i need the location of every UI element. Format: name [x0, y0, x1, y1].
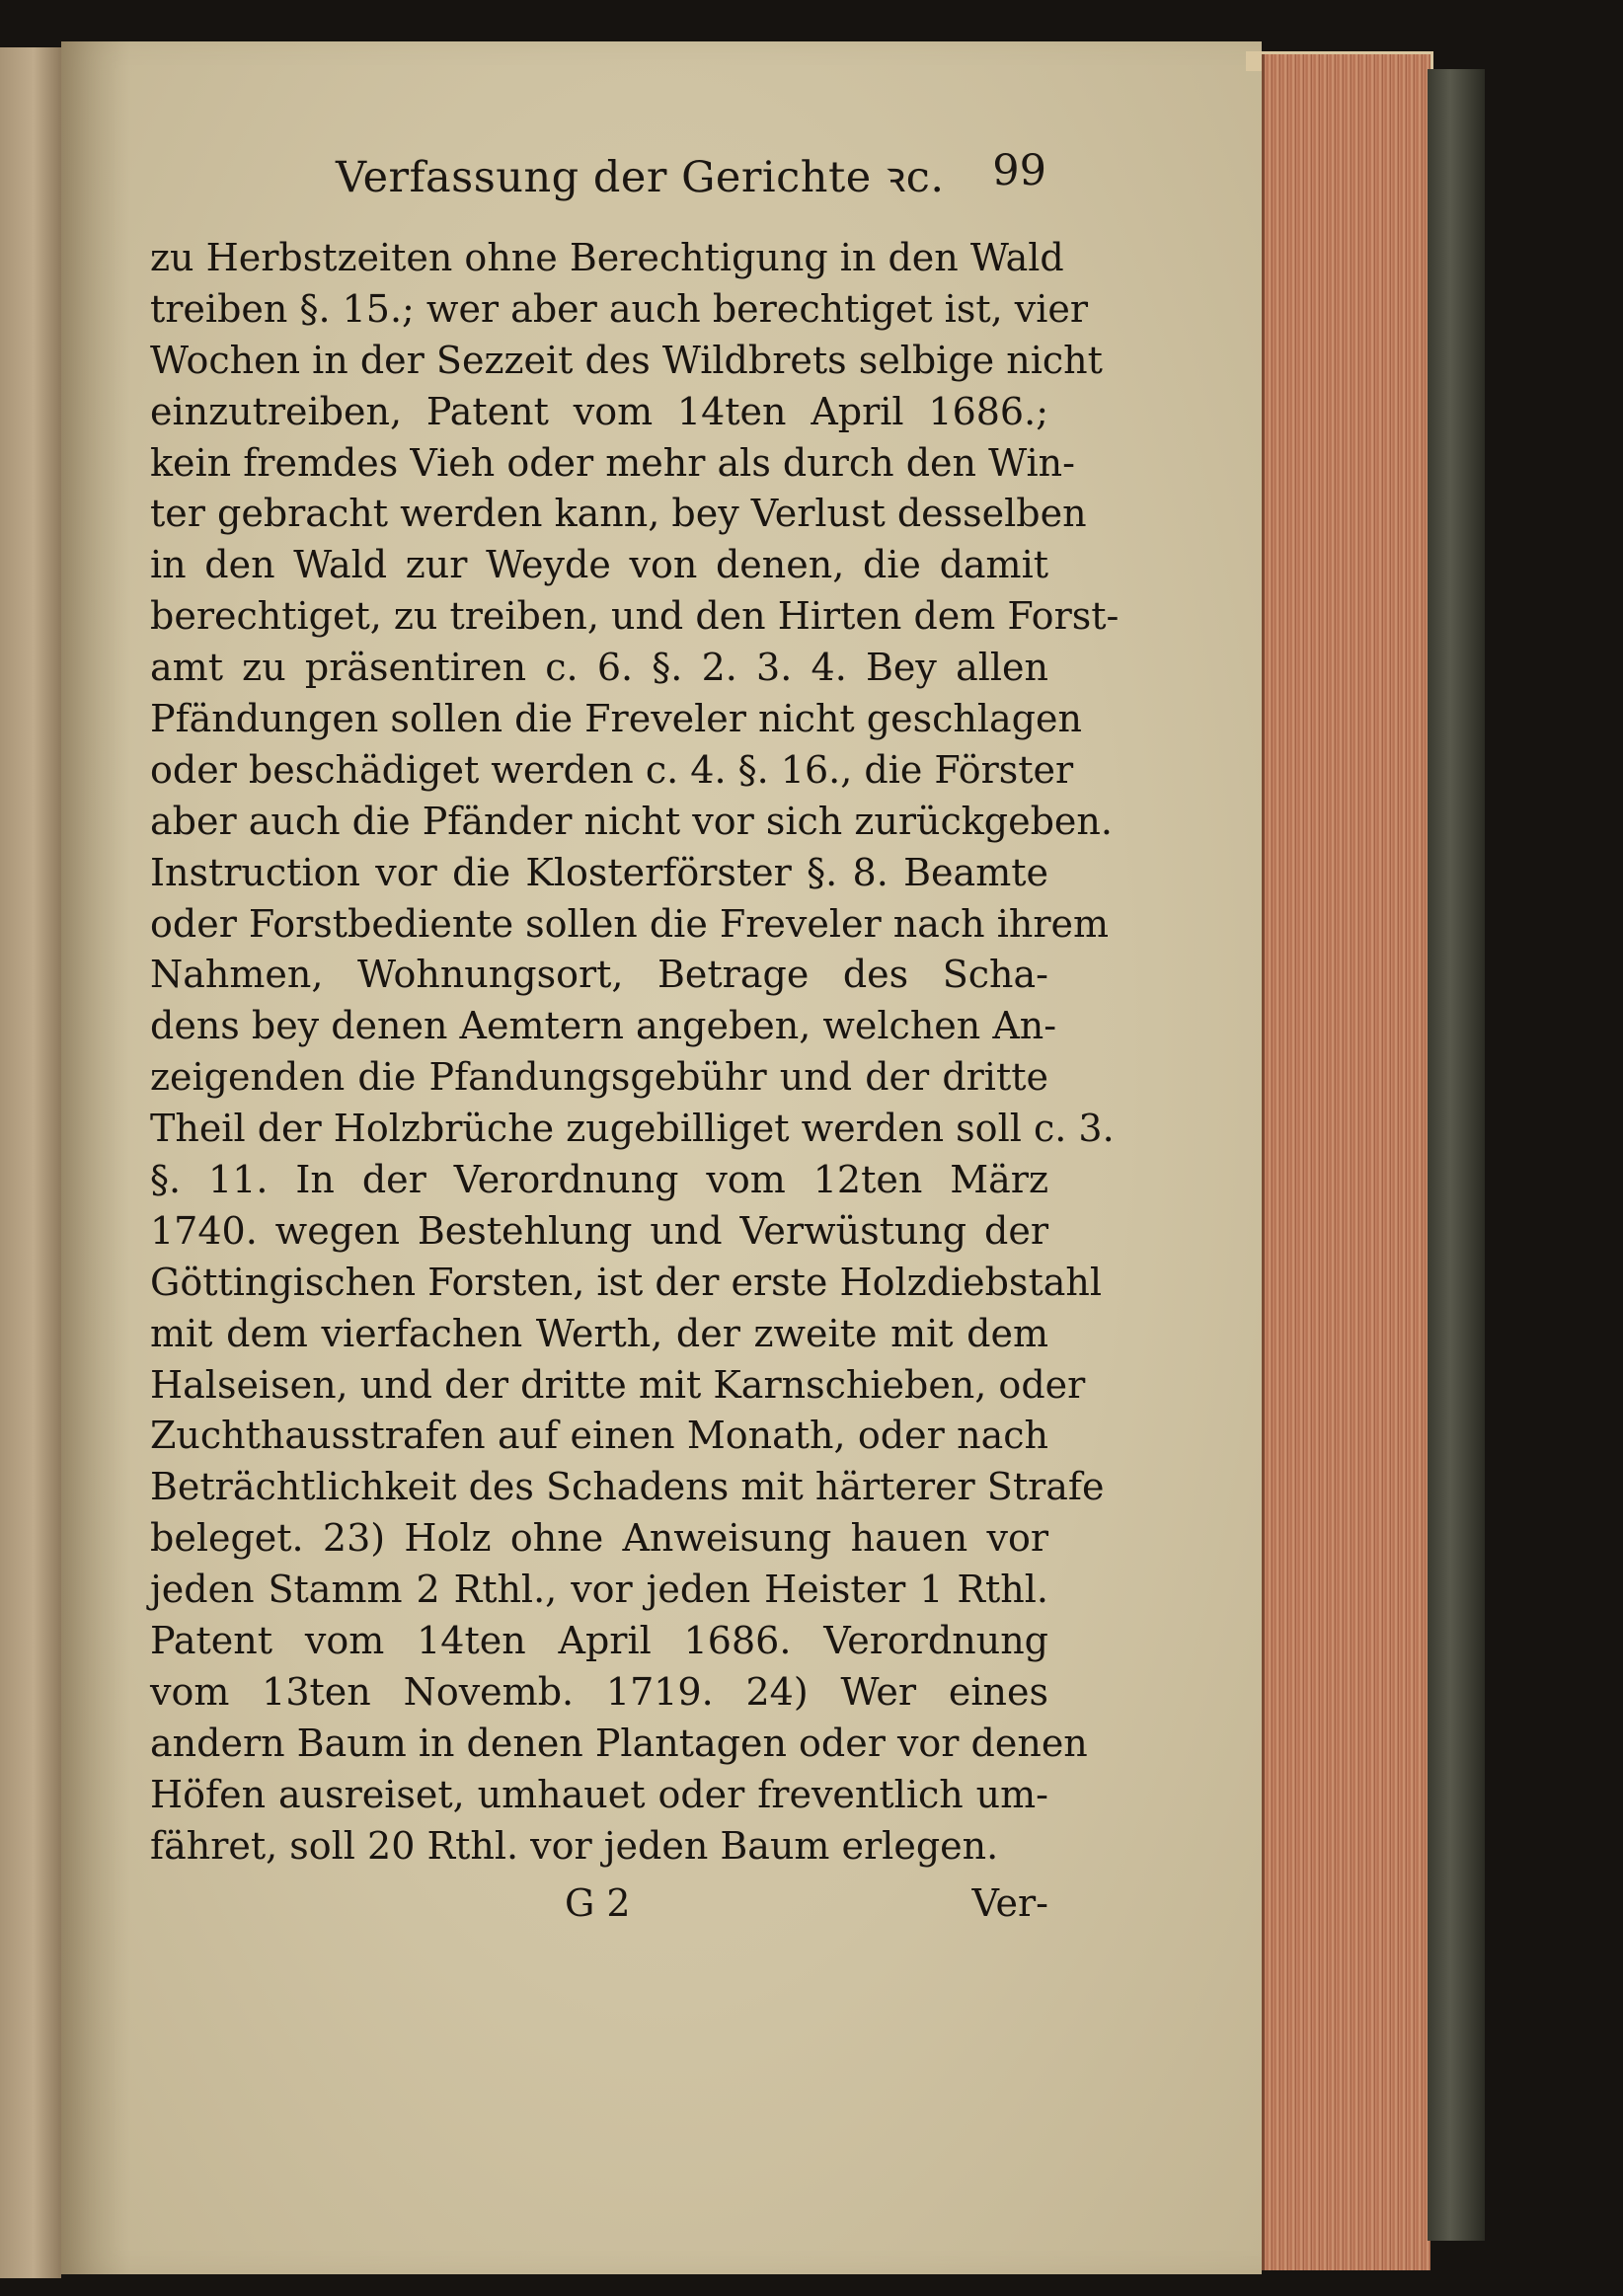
text-line: Beträchtlichkeit des Schadens mit härterer Strafe — [150, 1465, 1105, 1509]
body-text — [150, 233, 1120, 1873]
text-line: Theil der Holzbrüche zugebilliget werden soll c. 3. — [150, 1107, 1115, 1151]
text-line: beleget. 23) Holz ohne Anweisung hauen vor — [150, 1516, 1048, 1561]
text-line: aber auch die Pfänder nicht vor sich zurückgeben. — [150, 799, 1113, 843]
text-line: vom 13ten Novemb. 1719. 24) Wer eines — [150, 1669, 1048, 1714]
book-cover-board — [1428, 69, 1485, 2241]
text-line: Göttingischen Forsten, ist der erste Holzdiebstahl — [150, 1260, 1102, 1304]
text-line: berechtiget, zu treiben, und den Hirten dem Forst- — [150, 594, 1120, 639]
text-line: Pfändungen sollen die Freveler nicht geschlagen — [150, 697, 1082, 741]
running-title: Verfassung der Gerichte ꝛc. — [336, 153, 945, 202]
text-line: oder beschädiget werden c. 4. §. 16., die Förster — [150, 747, 1074, 792]
text-line: fähret, soll 20 Rthl. vor jeden Baum erlegen. — [150, 1823, 999, 1868]
text-line: amt zu präsentiren c. 6. §. 2. 3. 4. Bey allen — [150, 646, 1048, 690]
page-header — [336, 146, 1046, 205]
text-line: Höfen ausreiset, umhauet oder freventlich um- — [150, 1772, 1048, 1816]
previous-page-edge — [0, 47, 61, 2278]
fore-edge-red-pages — [1262, 54, 1430, 2270]
text-line: zu Herbstzeiten ohne Berechtigung in den Wald — [150, 236, 1064, 279]
page-number: 99 — [992, 146, 1046, 195]
text-line: oder Forstbediente sollen die Freveler nach ihrem — [150, 901, 1110, 946]
text-line: mit dem vierfachen Werth, der zweite mit dem — [150, 1311, 1048, 1355]
text-line: treiben §. 15.; wer aber auch berechtiget ist, vier — [150, 286, 1089, 331]
page-footer — [150, 1881, 1048, 1937]
catchword: Ver- — [971, 1881, 1048, 1925]
text-line: einzutreiben, Patent vom 14ten April 1686.; — [150, 389, 1048, 433]
text-line: zeigenden die Pfandungsgebühr und der dritte — [150, 1055, 1048, 1100]
text-line: Instruction vor die Klosterförster §. 8. Beamte — [150, 850, 1048, 894]
text-line: dens bey denen Aemtern angeben, welchen An- — [150, 1004, 1057, 1048]
text-line: kein fremdes Vieh oder mehr als durch den Win- — [150, 440, 1075, 485]
text-line: §. 11. In der Verordnung vom 12ten März — [150, 1158, 1048, 1202]
text-line: Wochen in der Sezzeit des Wildbrets selbige nicht — [150, 338, 1103, 382]
text-line: andern Baum in denen Plantagen oder vor denen — [150, 1721, 1088, 1765]
text-line: Nahmen, Wohnungsort, Betrage des Scha- — [150, 953, 1048, 997]
text-line: Zuchthausstrafen auf einen Monath, oder nach — [150, 1414, 1048, 1458]
text-line: jeden Stamm 2 Rthl., vor jeden Heister 1 Rthl. — [150, 1568, 1048, 1612]
text-line: ter gebracht werden kann, bey Verlust desselben — [150, 492, 1087, 536]
text-line: in den Wald zur Weyde von denen, die damit — [150, 543, 1048, 587]
text-line: 1740. wegen Bestehlung und Verwüstung der — [150, 1208, 1048, 1253]
page-gutter-shadow — [61, 41, 130, 2274]
text-line: Patent vom 14ten April 1686. Verordnung — [150, 1619, 1048, 1663]
signature-mark: G 2 — [565, 1881, 631, 1925]
text-line: Halseisen, und der dritte mit Karnschieben, oder — [150, 1362, 1086, 1407]
